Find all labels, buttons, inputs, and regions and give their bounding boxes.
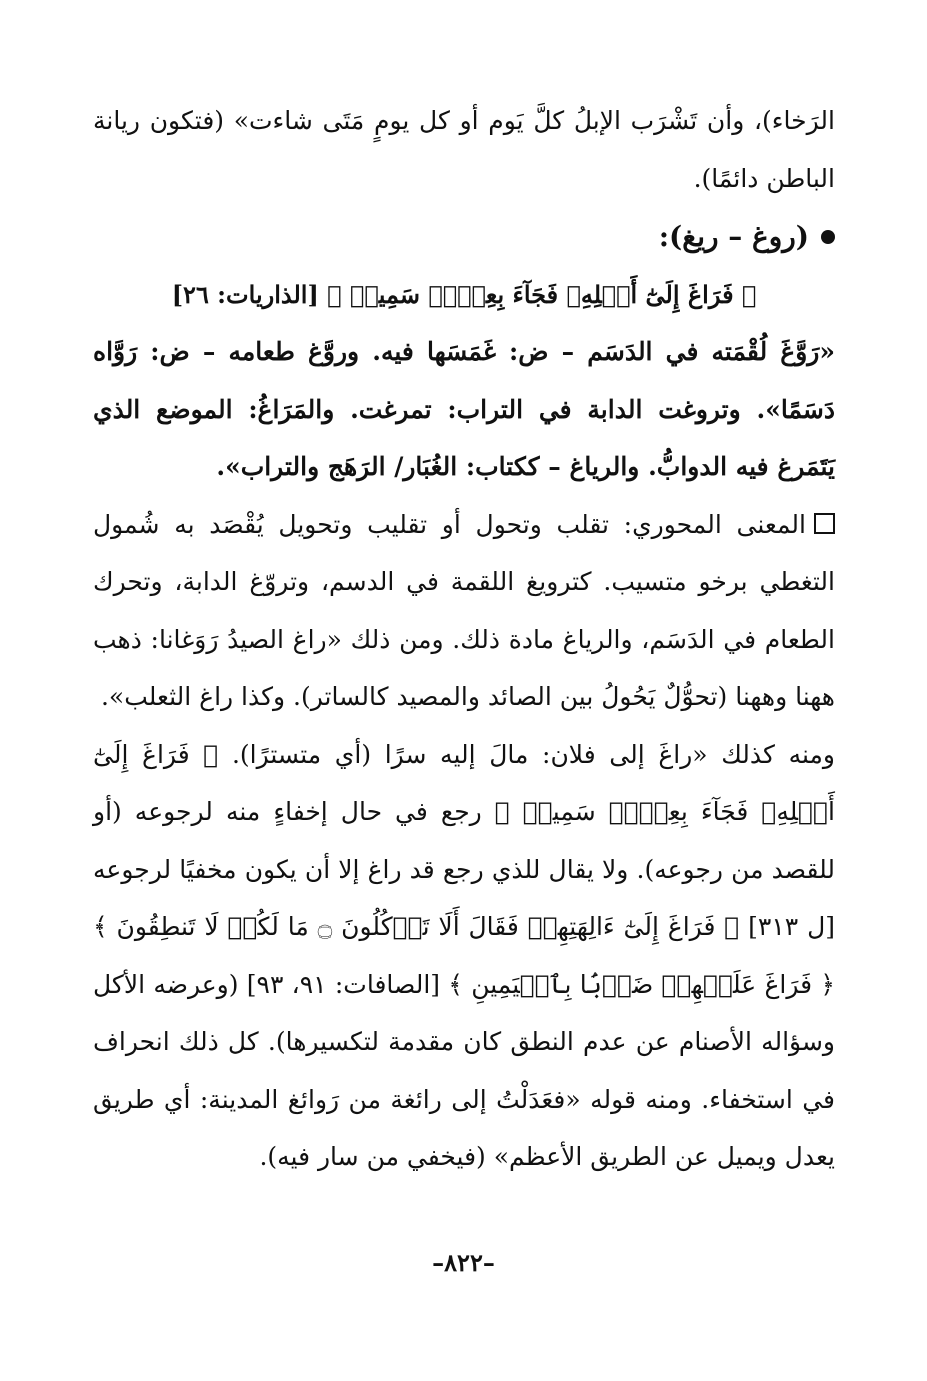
entry-heading-text: (روغ – ريغ):: [658, 220, 809, 253]
verse-reference: ﴿ فَرَاغَ إِلَىٰٓ أَهۡلِهِۦ فَجَآءَ بِعِجۡلٖ سَمِينٖ ﴾ [الذاريات: ٢٦]: [171, 280, 757, 309]
page-number: –٨٢٢–: [432, 1248, 495, 1277]
square-box-icon: [814, 513, 835, 534]
paragraph-intro: الرَخاء)، وأن تَشْرَب الإبلُ كلَّ يَوم أو كل يومٍ مَتَى شاءت» (فتكون ريانة الباطن دائمًا).: [93, 106, 835, 193]
bullet-icon: [821, 230, 835, 244]
paragraph-core-meaning-text: المعنى المحوري: تقلب وتحول أو تقليب وتحويل يُقْصَد به شُمول التغطي برخو متسيب. كترويغ اللقمة في الدسم، وتروّغ الدابة، وتحرك الطعام في الدَسَم، والرياغ مادة ذلك. ومن ذلك «راغ الصيدُ رَوَغانا: ذهب ههنا وههنا (تحوُّلٌ يَحُولُ بين الصائد والمصيد كالساتر). وكذا راغ الثعلب».: [93, 509, 835, 711]
paragraph-lexical: «رَوَّغَ لُقْمَته في الدَسَم – ض: غَمَسَها فيه. وروَّغ طعامه – ض: رَوَّاه دَسَمًا». وتروغت الدابة في التراب: تمرغت. والمَرَاغُ: الموضع الذي يَتَمَرغ فيه الدوابُّ. والرياغ – ككتاب: الغُبَار/ الرَهَج والتراب».: [93, 337, 835, 481]
entry-heading: [93, 207, 835, 267]
paragraph-usage: ومنه كذلك «راغَ إلى فلان: مالَ إليه سرًا (أي متسترًا). ﴿ فَرَاغَ إِلَىٰٓ أَهۡلِهِۦ فَجَآءَ بِعِجۡلٖ سَمِينٖ ﴾ رجع في حال إخفاءٍ منه لرجوعه (أو للقصد من رجوعه). ولا يقال للذي رجع قد راغ إلا أن يكون مخفيًا لرجوعه [ل ٣١٣] ﴿ فَرَاغَ إِلَىٰٓ ءَالِهَتِهِمۡ فَقَالَ أَلَا تَأۡكُلُونَ ۝ مَا لَكُمۡ لَا تَنطِقُونَ ﴾ ﴿ فَرَاغَ عَلَيۡهِمۡ ضَرۡبَۢا بِٱلۡيَمِينِ ﴾ [الصافات: ٩١، ٩٣] (وعرضه الأكل وسؤاله الأصنام عن عدم النطق كان مقدمة لتكسيرها). كل ذلك انحراف في استخفاء. ومنه قوله «فعَدَلْتُ إلى رائغة من رَوائغ المدينة: أي طريق يعدل ويميل عن الطريق الأعظم» (فيخفي من سار فيه).: [93, 739, 836, 1171]
paragraph-core-meaning: [93, 496, 835, 726]
page-body: [93, 92, 835, 1186]
